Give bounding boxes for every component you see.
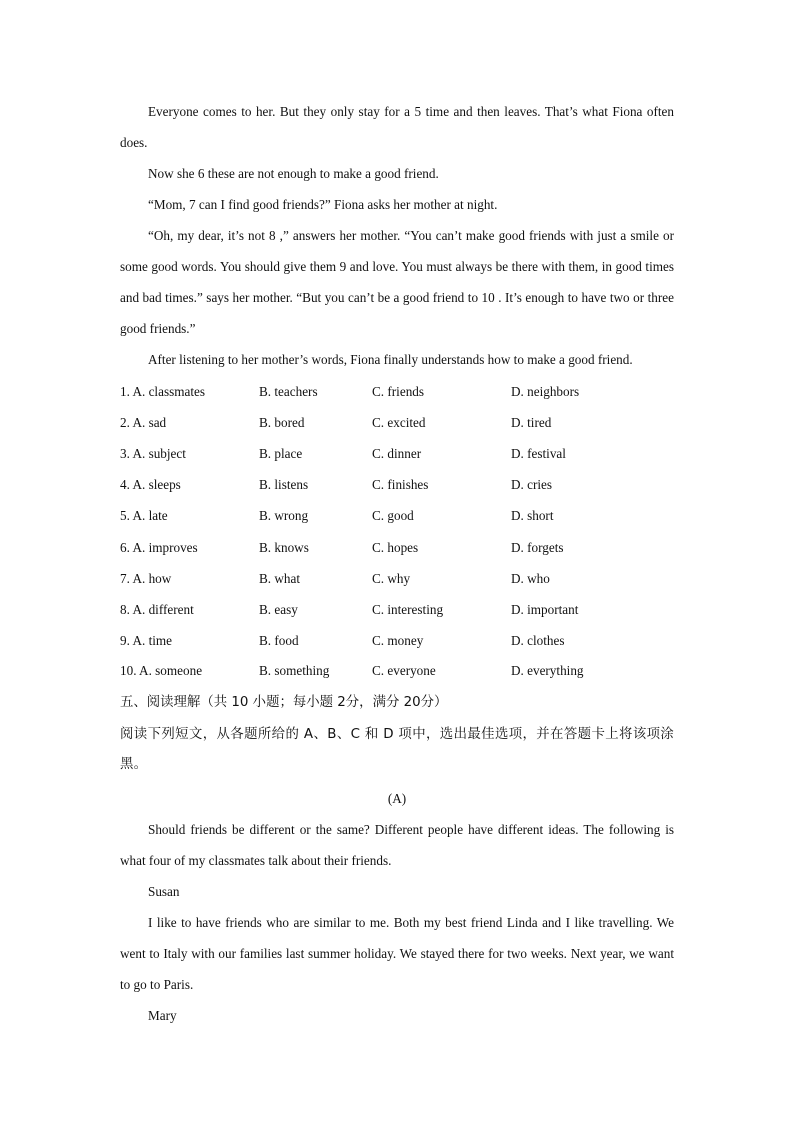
option-a: 2. A. sad xyxy=(120,415,167,430)
option-c: C. why xyxy=(372,571,411,586)
option-d: D. short xyxy=(511,508,554,523)
option-a: 9. A. time xyxy=(120,633,173,648)
option-c: C. everyone xyxy=(372,663,436,678)
option-row-10 xyxy=(120,661,674,681)
option-b: B. wrong xyxy=(259,508,309,523)
option-row-4 xyxy=(120,475,674,495)
speaker-name: Mary xyxy=(148,1008,177,1023)
option-b: B. teachers xyxy=(259,384,318,399)
option-row-1 xyxy=(120,382,674,402)
section-instruction: 阅读下列短文，从各题所给的 A、B、C 和 D 项中，选出最佳选项，并在答题卡上将该项涂黑。 xyxy=(120,727,674,772)
option-b: B. food xyxy=(259,633,299,648)
option-c: C. good xyxy=(372,508,414,523)
section-heading: 五、阅读理解（共 10 小题；每小题 2分，满分 20分） xyxy=(120,695,448,710)
option-b: B. place xyxy=(259,446,303,461)
option-c: C. dinner xyxy=(372,446,422,461)
speaker-paragraph: I like to have friends who are similar to me. Both my best friend Linda and I like travelling. We went to Italy with our families last summer holiday. We stayed there for two weeks. Next year, we want to go to Paris. xyxy=(120,915,674,992)
option-d: D. cries xyxy=(511,477,553,492)
option-b: B. what xyxy=(259,571,301,586)
option-c: C. hopes xyxy=(372,540,419,555)
option-d: D. festival xyxy=(511,446,566,461)
option-row-5 xyxy=(120,506,674,526)
option-row-7 xyxy=(120,569,674,589)
option-row-3 xyxy=(120,444,674,464)
option-d: D. clothes xyxy=(511,633,565,648)
option-d: D. everything xyxy=(511,663,584,678)
option-row-9 xyxy=(120,631,674,651)
option-a: 6. A. improves xyxy=(120,540,198,555)
option-a: 1. A. classmates xyxy=(120,384,205,399)
option-row-6 xyxy=(120,538,674,558)
passage-intro: Should friends be different or the same? Different people have different ideas. The following is what four of my classmates talk about their friends. xyxy=(120,822,674,868)
option-b: B. easy xyxy=(259,602,298,617)
option-c: C. excited xyxy=(372,415,426,430)
option-a: 10. A. someone xyxy=(120,663,203,678)
cloze-paragraph-2: Now she 6 these are not enough to make a good friend. xyxy=(148,166,439,181)
option-c: C. friends xyxy=(372,384,425,399)
option-d: D. tired xyxy=(511,415,552,430)
option-b: B. listens xyxy=(259,477,309,492)
option-d: D. important xyxy=(511,602,579,617)
option-row-8 xyxy=(120,600,674,620)
option-a: 4. A. sleeps xyxy=(120,477,181,492)
option-d: D. who xyxy=(511,571,550,586)
option-d: D. forgets xyxy=(511,540,564,555)
option-a: 8. A. different xyxy=(120,602,194,617)
option-c: C. interesting xyxy=(372,602,444,617)
cloze-paragraph-1: Everyone comes to her. But they only stay for a 5 time and then leaves. That’s what Fiona often does. xyxy=(120,104,674,150)
option-b: B. knows xyxy=(259,540,309,555)
speaker-name: Susan xyxy=(148,884,180,899)
option-c: C. finishes xyxy=(372,477,429,492)
option-a: 5. A. late xyxy=(120,508,168,523)
option-d: D. neighbors xyxy=(511,384,580,399)
cloze-paragraph-3: “Mom, 7 can I find good friends?” Fiona asks her mother at night. xyxy=(148,197,498,212)
option-a: 7. A. how xyxy=(120,571,172,586)
passage-label: (A) xyxy=(387,791,407,806)
option-b: B. bored xyxy=(259,415,305,430)
cloze-paragraph-5: After listening to her mother’s words, Fiona finally understands how to make a good friend. xyxy=(148,352,633,367)
option-a: 3. A. subject xyxy=(120,446,186,461)
cloze-paragraph-4: “Oh, my dear, it’s not 8 ,” answers her mother. “You can’t make good friends with just a smile or some good words. You should give them 9 and love. You must always be there with them, in good times and bad times.” says her mother. “But you can’t be a good friend to 10 . It’s enough to have two or three good friends.” xyxy=(120,228,674,336)
option-row-2 xyxy=(120,413,674,433)
option-b: B. something xyxy=(259,663,330,678)
option-c: C. money xyxy=(372,633,424,648)
